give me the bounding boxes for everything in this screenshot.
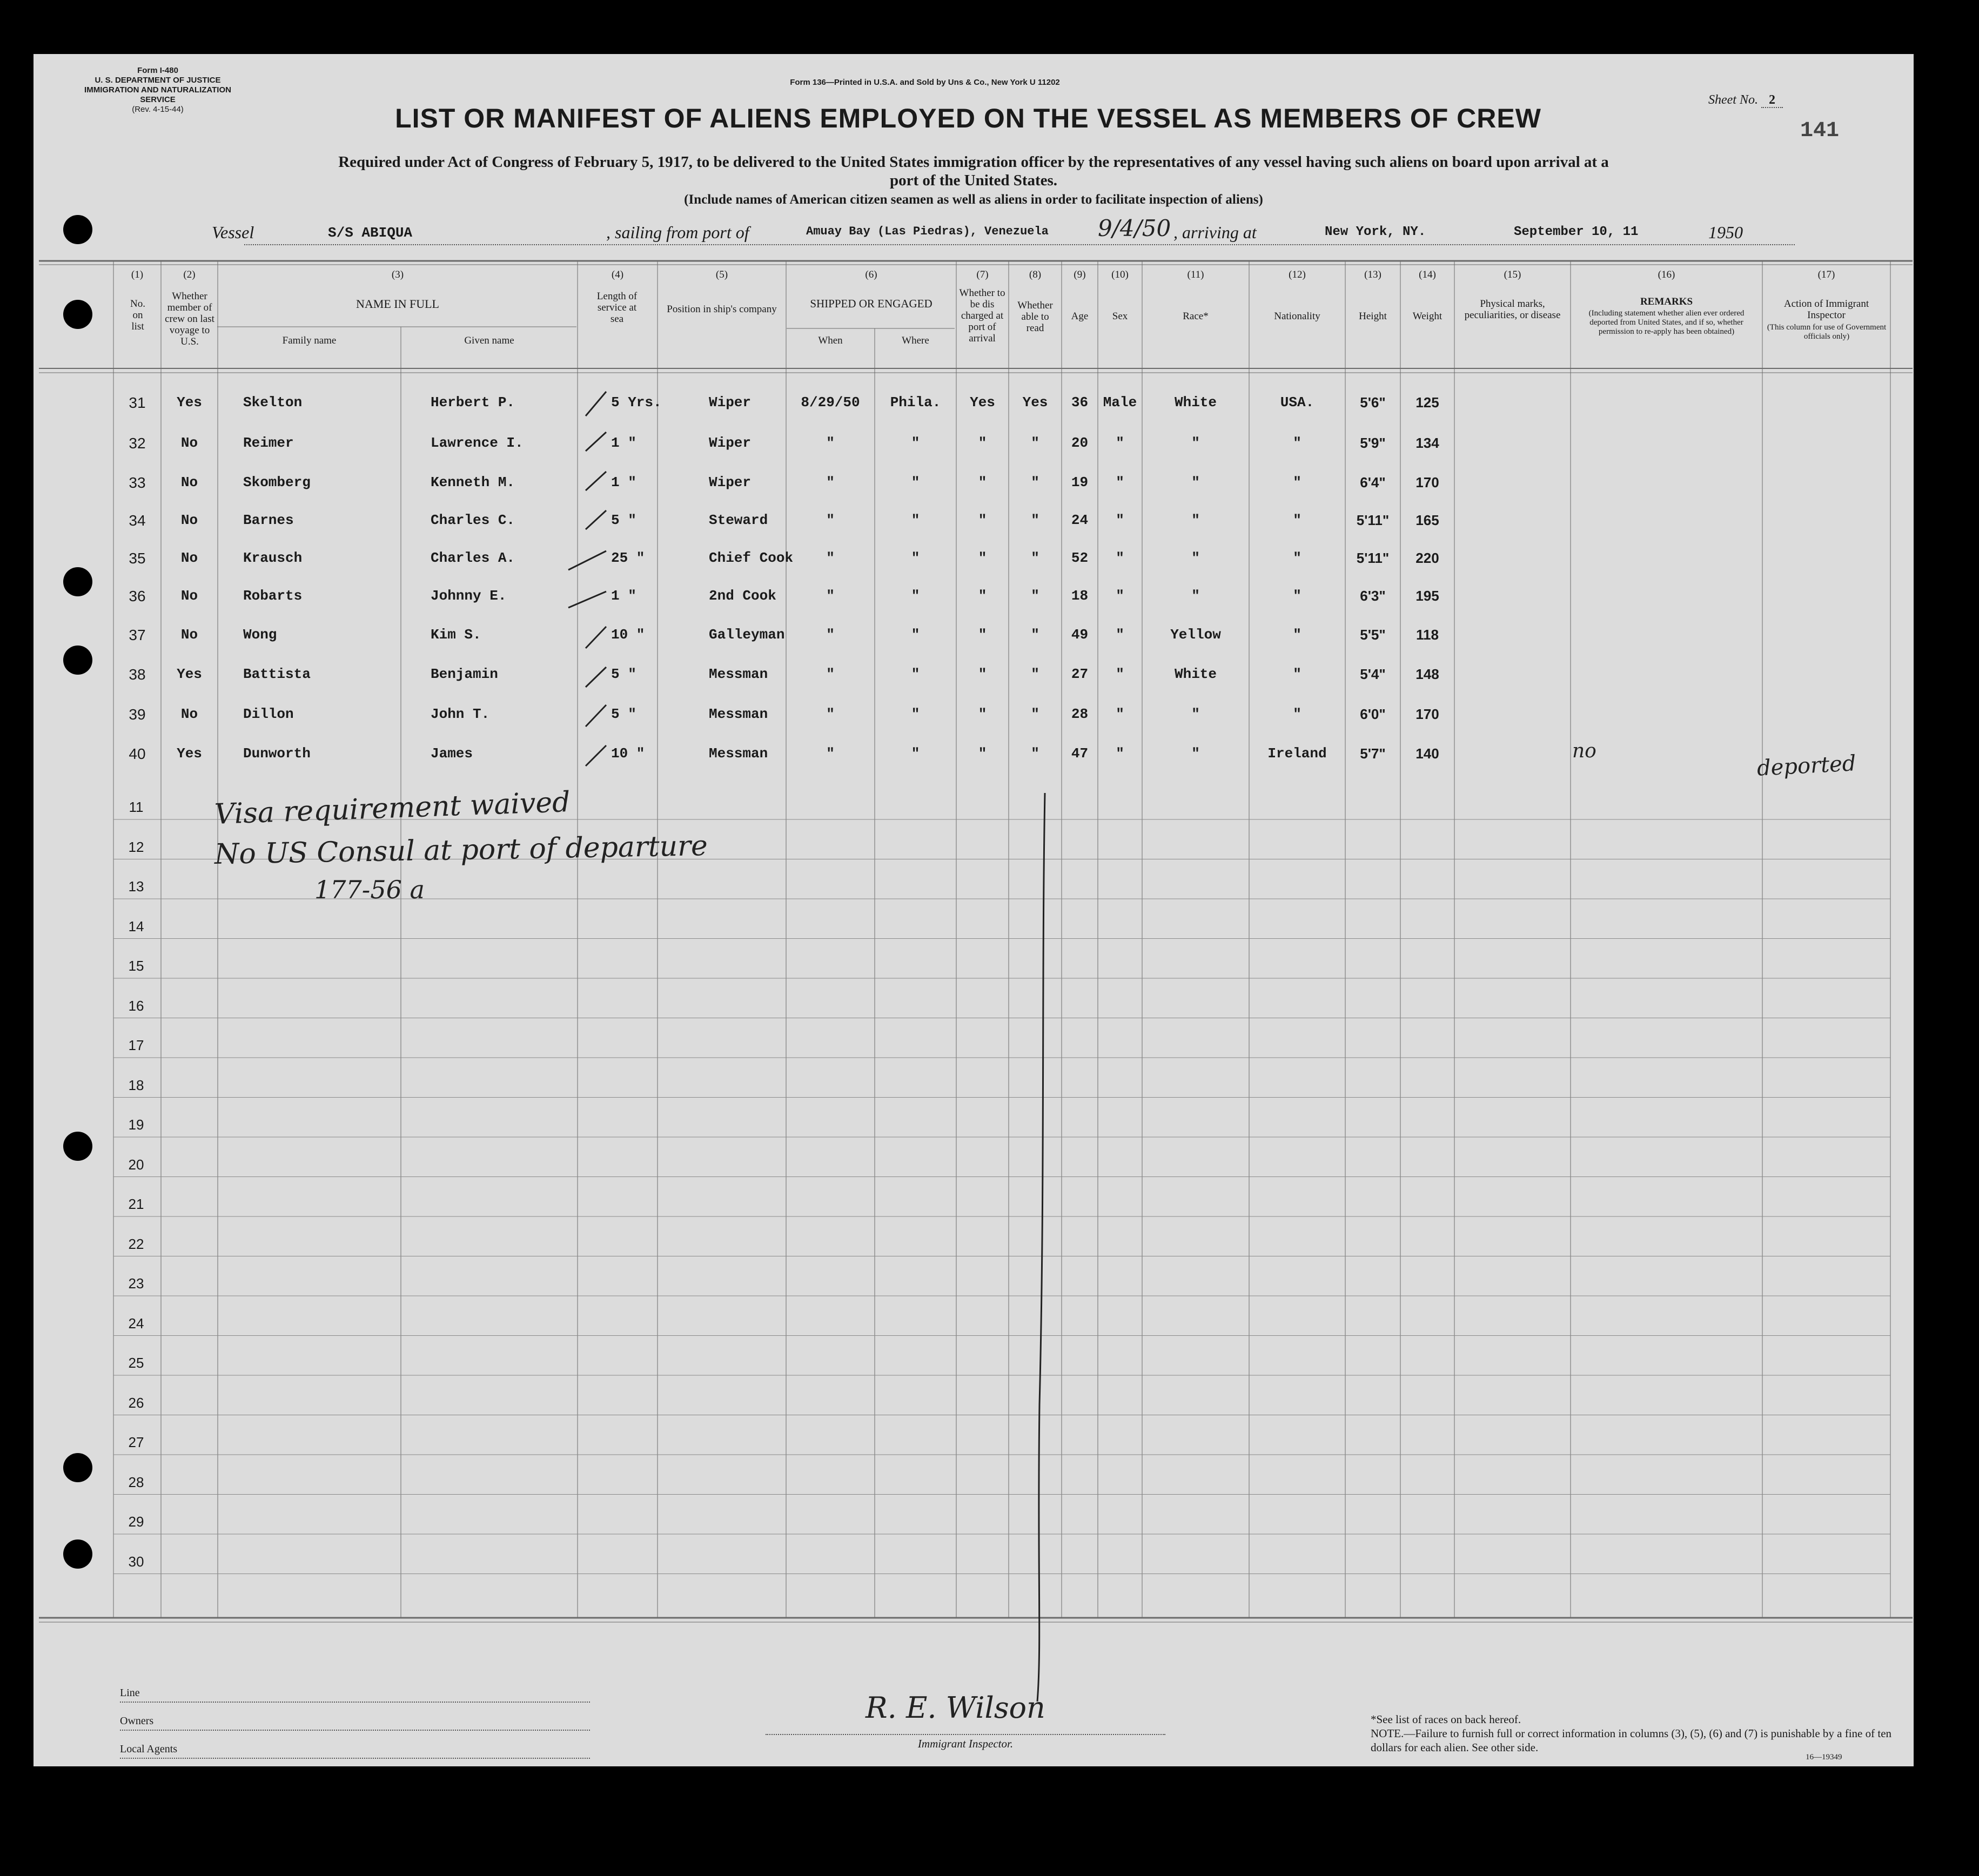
cell-weight: 140 xyxy=(1416,745,1439,762)
cell-read: " xyxy=(1031,474,1039,490)
col-6-label: SHIPPED OR ENGAGED xyxy=(810,297,933,310)
cell-given: John T. xyxy=(431,706,490,722)
footer-left xyxy=(120,1675,590,1759)
cell-position: Wiper xyxy=(709,474,752,490)
cell-nationality: " xyxy=(1293,435,1302,451)
col-4-label: Length of service at sea xyxy=(596,291,638,325)
col-3-num: (3) xyxy=(391,269,404,280)
cell-height: 5'11" xyxy=(1356,550,1390,566)
page-stamp: 141 xyxy=(1800,119,1840,143)
cell-race: " xyxy=(1191,435,1200,451)
cell-weight: 165 xyxy=(1416,512,1439,528)
cell-given: Lawrence I. xyxy=(431,435,524,451)
cell-age: 36 xyxy=(1071,394,1089,411)
cell-race: " xyxy=(1191,550,1200,566)
col-5-num: (5) xyxy=(715,269,728,280)
cell-when: " xyxy=(826,512,835,528)
col-16-note: (Including statement whether alien ever ordered deported from United States, and if so, whether permission to re-apply has been obtained) xyxy=(1588,309,1745,336)
handwritten-remark-row40: no xyxy=(1572,740,1596,762)
cell-when: 8/29/50 xyxy=(801,394,860,411)
cell-last-voyage: No xyxy=(180,550,198,566)
cell-age: 20 xyxy=(1071,435,1089,451)
blank-row-number: 24 xyxy=(128,1315,144,1332)
cell-service: 5 Yrs. xyxy=(611,394,662,411)
service-name: IMMIGRATION AND NATURALIZATION SERVICE xyxy=(84,85,231,104)
arrival-year: 1950 xyxy=(1708,223,1743,242)
cell-nationality: " xyxy=(1293,627,1302,643)
cell-position: Messman xyxy=(709,745,768,762)
cell-discharged: " xyxy=(978,588,987,604)
cell-given: Benjamin xyxy=(431,666,498,682)
col-17-note: (This column for use of Government officials only) xyxy=(1767,323,1887,341)
col-13-num: (13) xyxy=(1364,269,1381,280)
cell-weight: 134 xyxy=(1416,435,1439,451)
cell-last-voyage: No xyxy=(180,474,198,490)
cell-read: " xyxy=(1031,627,1039,643)
cell-height: 5'6" xyxy=(1360,394,1386,411)
col-15-num: (15) xyxy=(1504,269,1521,280)
cell-read: " xyxy=(1031,588,1039,604)
cell-race: " xyxy=(1191,474,1200,490)
cell-race: " xyxy=(1191,588,1200,604)
col-12-num: (12) xyxy=(1289,269,1306,280)
cell-race: " xyxy=(1191,512,1200,528)
owners-label: Owners xyxy=(120,1715,157,1727)
cell-discharged: " xyxy=(978,666,987,682)
cell-service: 25 " xyxy=(611,550,645,566)
blank-row-number: 20 xyxy=(128,1156,144,1173)
cell-height: 5'9" xyxy=(1360,435,1386,451)
cell-sex: Male xyxy=(1103,394,1137,411)
cell-no: 40 xyxy=(129,745,146,762)
handwritten-action-row40: deported xyxy=(1756,751,1857,781)
cell-sex: " xyxy=(1116,666,1124,682)
cell-service: 1 " xyxy=(611,435,636,451)
inspector-signature: R. E. Wilson xyxy=(866,1691,1045,1725)
revision: (Rev. 4-15-44) xyxy=(132,105,184,114)
cell-read: " xyxy=(1031,512,1039,528)
footer-line-row xyxy=(120,1675,590,1703)
col-16-num: (16) xyxy=(1658,269,1675,280)
cell-service: 5 " xyxy=(611,666,636,682)
cell-sex: " xyxy=(1116,550,1124,566)
cell-when: " xyxy=(826,706,835,722)
cell-last-voyage: Yes xyxy=(177,745,202,762)
col-13-label: Height xyxy=(1359,311,1387,322)
cell-read: " xyxy=(1031,745,1039,762)
line-label: Line xyxy=(120,1687,143,1699)
cell-when: " xyxy=(826,666,835,682)
cell-position: Chief Cook xyxy=(709,550,794,566)
cell-where: " xyxy=(911,588,920,604)
cell-nationality: " xyxy=(1293,512,1302,528)
port-to: New York, NY. xyxy=(1325,225,1426,239)
cell-nationality: USA. xyxy=(1280,394,1314,411)
blank-row-number: 13 xyxy=(128,878,144,895)
handwritten-consul-note: No US Consul at port of departure xyxy=(214,830,708,871)
col-14-label: Weight xyxy=(1412,311,1443,322)
arriving-label: , arriving at xyxy=(1173,223,1257,242)
cell-position: Wiper xyxy=(709,394,752,411)
cell-given: James xyxy=(431,745,473,762)
cell-discharged: " xyxy=(978,512,987,528)
cell-sex: " xyxy=(1116,435,1124,451)
cell-no: 33 xyxy=(129,474,146,491)
sail-date-handwritten: 9/4/50 xyxy=(1098,215,1171,241)
handwritten-visa-note: Visa requirement waived xyxy=(213,786,571,831)
cell-nationality: " xyxy=(1293,706,1302,722)
col-2-num: (2) xyxy=(183,269,196,280)
cell-sex: " xyxy=(1116,512,1124,528)
col-9-num: (9) xyxy=(1074,269,1086,280)
col-1-num: (1) xyxy=(131,269,144,280)
blank-row-number: 15 xyxy=(128,958,144,974)
cell-nationality: Ireland xyxy=(1267,745,1327,762)
footer-notes xyxy=(1371,1712,1900,1754)
cell-weight: 118 xyxy=(1416,627,1439,643)
cell-service: 10 " xyxy=(611,627,645,643)
cell-given: Herbert P. xyxy=(431,394,515,411)
cell-race: White xyxy=(1174,666,1217,682)
arrival-date: September 10, 11 xyxy=(1514,225,1639,239)
cell-nationality: " xyxy=(1293,666,1302,682)
col-6-where: Where xyxy=(902,335,929,346)
cell-family: Battista xyxy=(243,666,311,682)
cell-last-voyage: No xyxy=(180,435,198,451)
vessel-label: Vessel xyxy=(212,223,254,242)
cell-family: Reimer xyxy=(243,435,294,451)
cell-when: " xyxy=(826,627,835,643)
cell-last-voyage: Yes xyxy=(177,666,202,682)
subtitle-line1: Required under Act of Congress of February 5, 1917, to be delivered to the United States immigration officer by the representatives of any vessel having such aliens on board upon arrival at a xyxy=(338,153,1609,171)
col-11-label: Race* xyxy=(1183,311,1209,322)
cell-position: Messman xyxy=(709,666,768,682)
cell-given: Kim S. xyxy=(431,627,481,643)
agents-label: Local Agents xyxy=(120,1743,180,1756)
printer-line: Form 136—Printed in U.S.A. and Sold by Uns & Co., New York U 11202 xyxy=(790,78,1060,87)
cell-read: " xyxy=(1031,666,1039,682)
cell-when: " xyxy=(826,474,835,490)
port-from: Amuay Bay (Las Piedras), Venezuela xyxy=(806,225,1049,238)
cell-when: " xyxy=(826,435,835,451)
col-6-when: When xyxy=(818,335,843,346)
blank-row-number: 11 xyxy=(129,799,144,815)
signature-line xyxy=(766,1734,1165,1735)
cell-age: 19 xyxy=(1071,474,1089,490)
cell-family: Wong xyxy=(243,627,277,643)
col-17-label: Action of Immigrant Inspector xyxy=(1783,298,1869,321)
col-1-label: No. on list xyxy=(130,298,145,332)
blank-row-number: 18 xyxy=(128,1077,144,1093)
cell-sex: " xyxy=(1116,745,1124,762)
cell-discharged: Yes xyxy=(970,394,995,411)
cell-age: 49 xyxy=(1071,627,1089,643)
cell-age: 52 xyxy=(1071,550,1089,566)
note-text: —Failure to furnish full or correct information in columns (3), (5), (6) and (7) is punishable by a fine of ten dollars for each alien. See other side. xyxy=(1371,1727,1892,1754)
cell-discharged: " xyxy=(978,706,987,722)
subtitle-note: (Include names of American citizen seamen as well as aliens in order to facilitate inspection of aliens) xyxy=(684,192,1263,207)
department: U. S. DEPARTMENT OF JUSTICE xyxy=(95,76,221,85)
blank-row-number: 28 xyxy=(128,1474,144,1490)
col-3-given: Given name xyxy=(464,335,514,346)
cell-nationality: " xyxy=(1293,588,1302,604)
cell-height: 5'11" xyxy=(1356,512,1390,528)
cell-where: " xyxy=(911,435,920,451)
handwritten-file-number: 177-56 a xyxy=(314,875,425,904)
cell-nationality: " xyxy=(1293,550,1302,566)
cell-height: 5'4" xyxy=(1360,666,1386,682)
cell-given: Charles C. xyxy=(431,512,515,528)
cell-family: Dillon xyxy=(243,706,294,722)
cell-last-voyage: Yes xyxy=(177,394,202,411)
col-17-num: (17) xyxy=(1817,269,1835,280)
form-number: Form I-480 xyxy=(137,66,178,75)
cell-sex: " xyxy=(1116,474,1124,490)
cell-family: Barnes xyxy=(243,512,294,528)
cell-where: Phila. xyxy=(890,394,941,411)
cell-read: " xyxy=(1031,435,1039,451)
col-8-label: Whether able to read xyxy=(1017,300,1053,334)
cell-last-voyage: No xyxy=(180,627,198,643)
vessel-name: S/S ABIQUA xyxy=(328,225,413,241)
cell-given: Kenneth M. xyxy=(431,474,515,490)
note-label: NOTE. xyxy=(1371,1727,1404,1740)
cell-age: 24 xyxy=(1071,512,1089,528)
cell-no: 35 xyxy=(129,550,146,567)
col-11-num: (11) xyxy=(1187,269,1204,280)
cell-height: 6'4" xyxy=(1360,474,1386,490)
cell-height: 6'0" xyxy=(1360,706,1386,722)
cell-service: 10 " xyxy=(611,745,645,762)
cell-age: 27 xyxy=(1071,666,1089,682)
cell-weight: 170 xyxy=(1416,706,1439,722)
cell-service: 1 " xyxy=(611,474,636,490)
cell-weight: 195 xyxy=(1416,588,1439,604)
footer-agents-row xyxy=(120,1731,590,1759)
cell-sex: " xyxy=(1116,627,1124,643)
manifest-sheet xyxy=(33,54,1914,1766)
inspector-label: Immigrant Inspector. xyxy=(917,1737,1014,1750)
cell-sex: " xyxy=(1116,588,1124,604)
blank-row-number: 16 xyxy=(128,997,144,1014)
blank-row-number: 19 xyxy=(128,1117,144,1133)
cell-no: 37 xyxy=(129,627,146,643)
cell-where: " xyxy=(911,706,920,722)
cell-no: 32 xyxy=(129,435,146,452)
cell-where: " xyxy=(911,666,920,682)
cell-given: Johnny E. xyxy=(431,588,507,604)
cell-no: 38 xyxy=(129,666,146,683)
form-code: 16—19349 xyxy=(1806,1753,1842,1761)
col-15-label: Physical marks, peculiarities, or disease xyxy=(1464,298,1561,321)
cell-discharged: " xyxy=(978,627,987,643)
cell-nationality: " xyxy=(1293,474,1302,490)
cell-when: " xyxy=(826,745,835,762)
cell-weight: 125 xyxy=(1416,394,1439,411)
cell-where: " xyxy=(911,474,920,490)
col-10-num: (10) xyxy=(1111,269,1129,280)
col-6-num: (6) xyxy=(865,269,877,280)
cell-when: " xyxy=(826,550,835,566)
cell-where: " xyxy=(911,745,920,762)
col-14-num: (14) xyxy=(1419,269,1436,280)
footer-owners-row xyxy=(120,1703,590,1731)
cell-family: Robarts xyxy=(243,588,303,604)
cell-height: 6'3" xyxy=(1360,588,1386,604)
page-title: LIST OR MANIFEST OF ALIENS EMPLOYED ON THE VESSEL AS MEMBERS OF CREW xyxy=(395,103,1541,133)
col-9-label: Age xyxy=(1071,311,1089,322)
blank-row-number: 29 xyxy=(128,1514,144,1530)
col-8-num: (8) xyxy=(1029,269,1042,280)
subtitle-line2: port of the United States. xyxy=(889,172,1058,189)
cell-family: Skelton xyxy=(243,394,303,411)
col-7-num: (7) xyxy=(976,269,989,280)
col-3-family: Family name xyxy=(282,335,337,346)
blank-row-number: 17 xyxy=(128,1037,144,1053)
blank-row-number: 14 xyxy=(128,918,144,934)
cell-discharged: " xyxy=(978,435,987,451)
blank-row-number: 30 xyxy=(128,1553,144,1570)
cell-height: 5'5" xyxy=(1360,627,1386,643)
cell-read: " xyxy=(1031,706,1039,722)
sailing-label: , sailing from port of xyxy=(606,223,749,242)
col-16-label: REMARKS xyxy=(1640,296,1693,307)
races-note: *See list of races on back hereof. xyxy=(1371,1713,1521,1726)
cell-weight: 148 xyxy=(1416,666,1439,682)
col-12-label: Nationality xyxy=(1274,311,1320,322)
col-5-label: Position in ship's company xyxy=(667,304,777,315)
cell-age: 18 xyxy=(1071,588,1089,604)
cell-position: Steward xyxy=(709,512,768,528)
col-2-label: Whether member of crew on last voyage to U.S. xyxy=(165,291,214,347)
cell-race: " xyxy=(1191,745,1200,762)
cell-weight: 220 xyxy=(1416,550,1439,566)
cell-when: " xyxy=(826,588,835,604)
cell-where: " xyxy=(911,512,920,528)
cell-no: 31 xyxy=(129,394,146,411)
cell-race: " xyxy=(1191,706,1200,722)
cell-last-voyage: No xyxy=(180,588,198,604)
sheet-label: Sheet No. xyxy=(1708,93,1758,107)
cell-position: Galleyman xyxy=(709,627,785,643)
cell-given: Charles A. xyxy=(431,550,515,566)
blank-row-number: 21 xyxy=(128,1196,144,1212)
cell-position: Wiper xyxy=(709,435,752,451)
col-3-label: NAME IN FULL xyxy=(356,297,439,311)
cell-race: White xyxy=(1174,394,1217,411)
sheet-number: 2 xyxy=(1761,93,1783,108)
cell-height: 5'7" xyxy=(1360,745,1386,762)
cell-discharged: " xyxy=(978,550,987,566)
cell-where: " xyxy=(911,627,920,643)
blank-row-number: 12 xyxy=(128,838,144,855)
cell-last-voyage: No xyxy=(180,512,198,528)
cell-no: 36 xyxy=(129,588,146,604)
cell-discharged: " xyxy=(978,745,987,762)
cell-race: Yellow xyxy=(1170,627,1221,643)
blank-row-number: 27 xyxy=(128,1434,144,1450)
cell-family: Krausch xyxy=(243,550,303,566)
col-7-label: Whether to be dis charged at port of arrival xyxy=(959,287,1005,344)
cell-last-voyage: No xyxy=(180,706,198,722)
cell-age: 28 xyxy=(1071,706,1089,722)
cell-no: 39 xyxy=(129,706,146,723)
col-4-num: (4) xyxy=(611,269,624,280)
cell-service: 5 " xyxy=(611,512,636,528)
cell-discharged: " xyxy=(978,474,987,490)
cell-service: 1 " xyxy=(611,588,636,604)
cell-position: 2nd Cook xyxy=(709,588,776,604)
cell-weight: 170 xyxy=(1416,474,1439,490)
cell-family: Skomberg xyxy=(243,474,311,490)
cell-where: " xyxy=(911,550,920,566)
cell-read: " xyxy=(1031,550,1039,566)
cell-no: 34 xyxy=(129,512,146,529)
cell-age: 47 xyxy=(1071,745,1089,762)
cell-sex: " xyxy=(1116,706,1124,722)
blank-row-number: 22 xyxy=(128,1235,144,1252)
blank-row-number: 23 xyxy=(128,1275,144,1292)
cell-position: Messman xyxy=(709,706,768,722)
cell-family: Dunworth xyxy=(243,745,311,762)
blank-row-number: 26 xyxy=(128,1394,144,1411)
cell-read: Yes xyxy=(1022,394,1048,411)
col-10-label: Sex xyxy=(1112,311,1128,322)
cell-service: 5 " xyxy=(611,706,636,722)
penalty-note xyxy=(1371,1726,1900,1754)
blank-row-number: 25 xyxy=(128,1355,144,1371)
